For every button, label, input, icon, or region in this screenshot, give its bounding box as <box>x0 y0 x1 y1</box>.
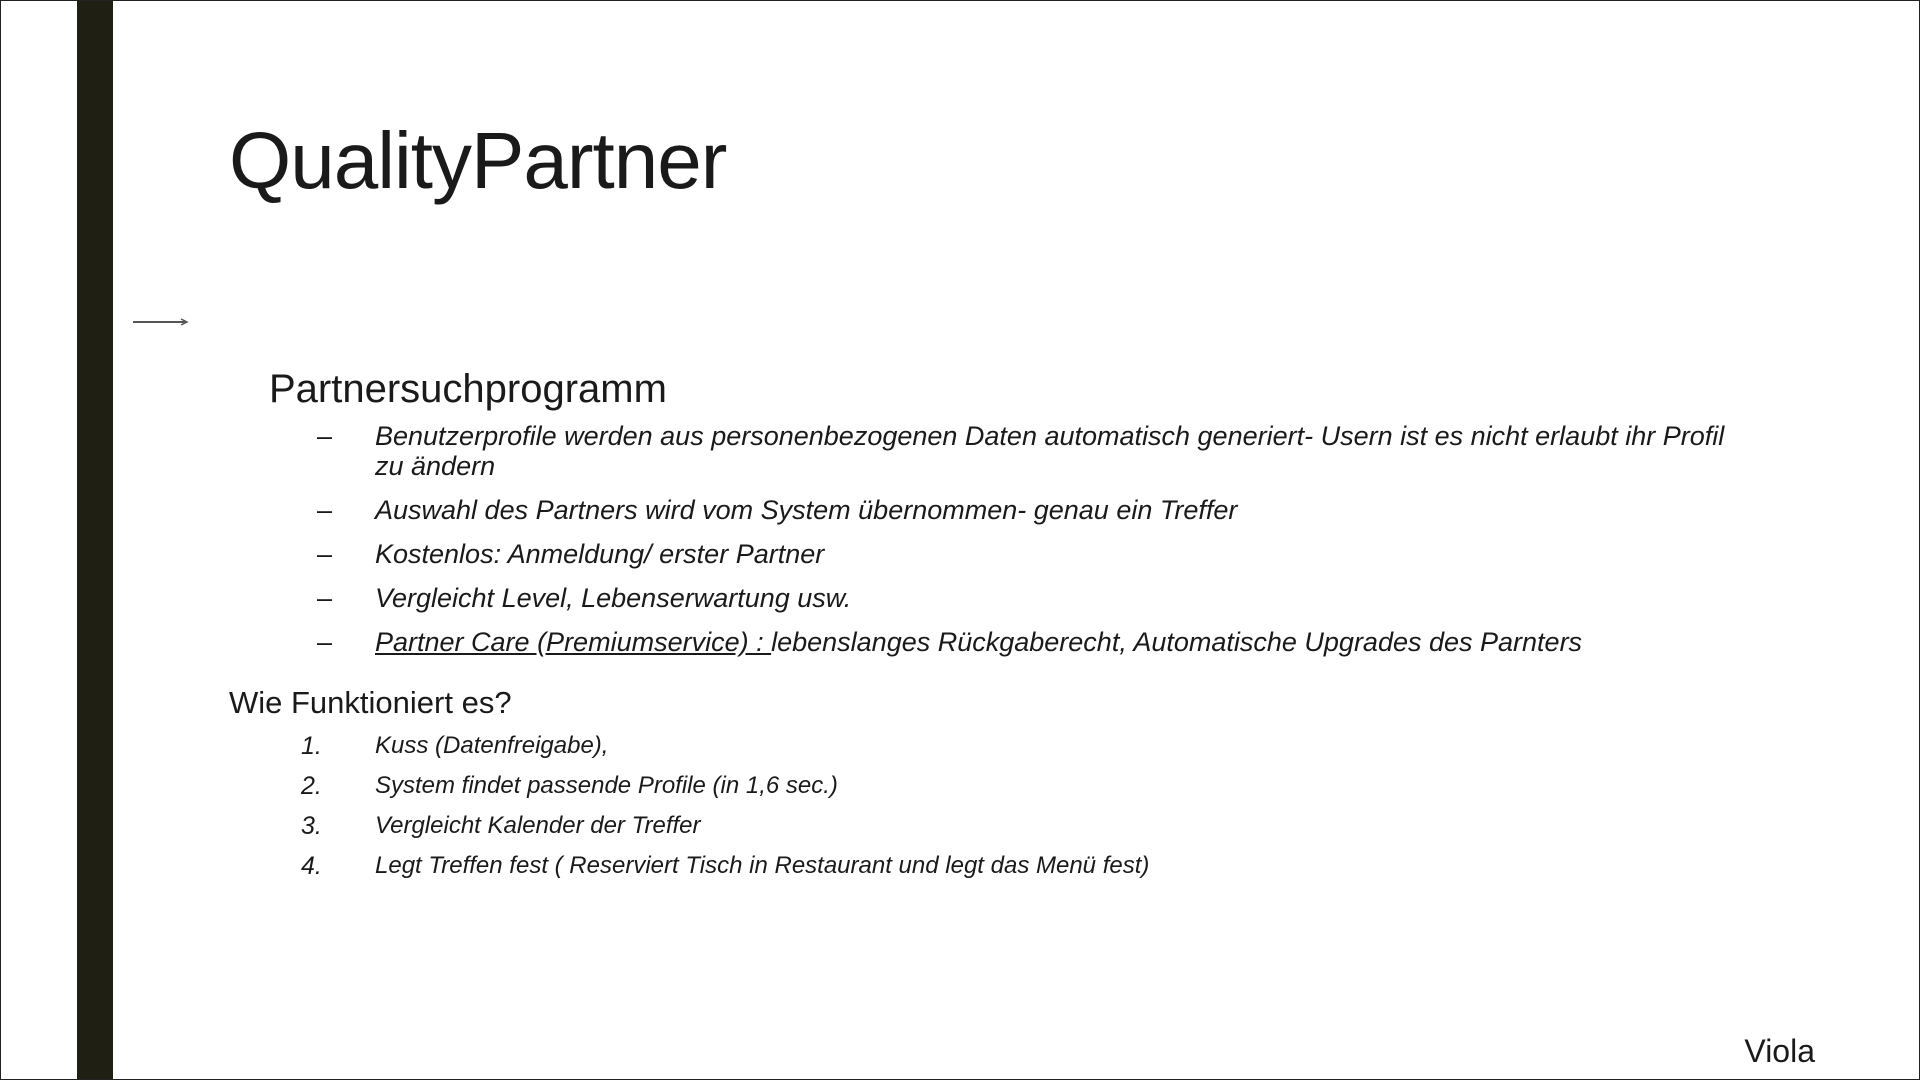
step-text: Vergleicht Kalender der Treffer <box>375 812 701 839</box>
step-item <box>301 851 1149 881</box>
bullet-item <box>311 421 1731 481</box>
step-number: 1. <box>301 732 322 760</box>
feature-bullet-list <box>311 421 1731 671</box>
bullet-dash: – <box>317 495 333 525</box>
step-item <box>301 731 1149 761</box>
steps-list <box>301 731 1149 891</box>
bullet-dash: – <box>317 539 333 569</box>
bullet-text: Kostenlos: Anmeldung/ erster Partner <box>375 539 825 569</box>
step-number: 2. <box>301 772 322 800</box>
bullet-text: lebenslanges Rückgaberecht, Automatische Upgrades des Parnters <box>771 627 1583 657</box>
slide-subtitle: Partnersuchprogramm <box>269 367 667 411</box>
left-accent-bar <box>77 1 113 1080</box>
bullet-item <box>311 539 1731 569</box>
bullet-text: Auswahl des Partners wird vom System übernommen- genau ein Treffer <box>375 495 1238 525</box>
step-text: System findet passende Profile (in 1,6 sec.) <box>375 772 838 799</box>
step-item <box>301 771 1149 801</box>
step-text: Kuss (Datenfreigabe), <box>375 732 609 759</box>
step-item <box>301 811 1149 841</box>
bullet-dash: – <box>317 421 333 451</box>
bullet-item <box>311 583 1731 613</box>
bullet-underlined-label: Partner Care (Premiumservice) : <box>375 627 772 657</box>
bullet-text: Benutzerprofile werden aus personenbezogenen Daten automatisch generiert- Usern ist es nicht erlaubt ihr Profil zu ändern <box>375 421 1725 481</box>
bullet-text: Vergleicht Level, Lebenserwartung usw. <box>375 583 852 613</box>
slide-title: QualityPartner <box>229 116 727 205</box>
step-number: 4. <box>301 852 322 880</box>
section-heading: Wie Funktioniert es? <box>229 685 512 720</box>
bullet-item <box>311 627 1731 657</box>
bullet-dash: – <box>317 583 333 613</box>
bullet-dash: – <box>317 627 333 657</box>
footer-author: Viola <box>1744 1033 1815 1069</box>
step-text: Legt Treffen fest ( Reserviert Tisch in Restaurant und legt das Menü fest) <box>375 852 1150 879</box>
bullet-item <box>311 495 1731 525</box>
step-number: 3. <box>301 812 322 840</box>
arrow-right-icon <box>133 315 191 329</box>
